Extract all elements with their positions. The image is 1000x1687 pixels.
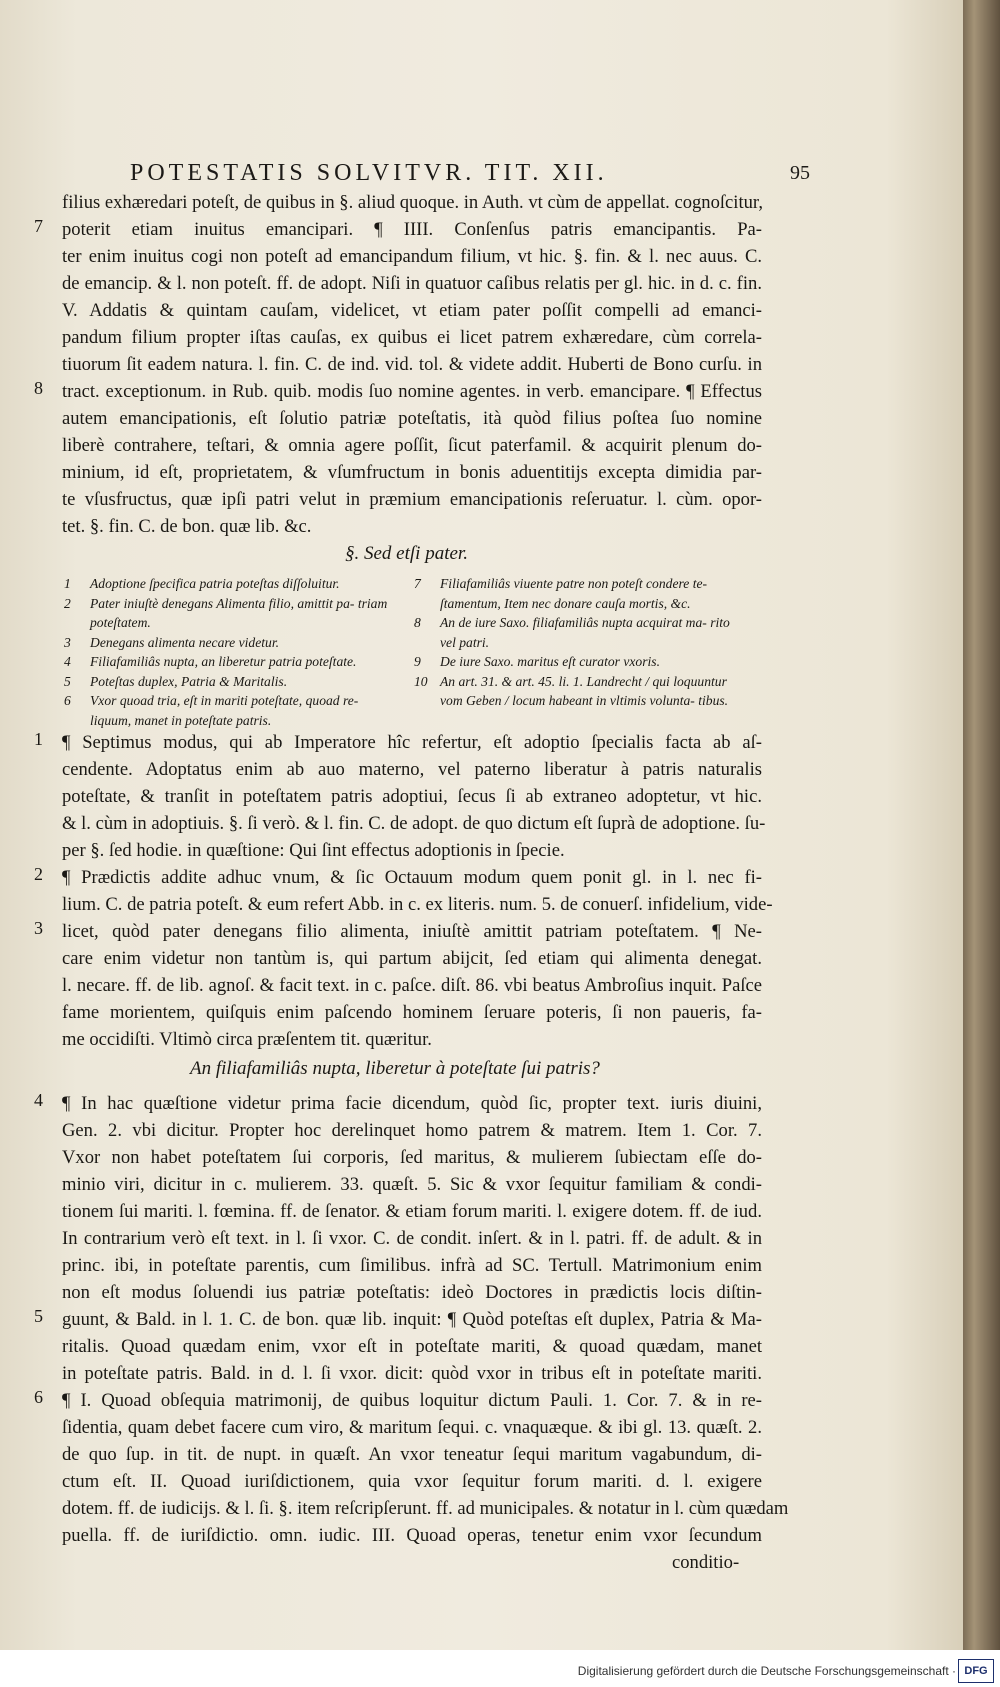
margin-number: 3 (34, 918, 43, 938)
text-line: me occidiſti. Vltimò circa præſentem tit. quæritur. (62, 1029, 432, 1050)
text-line: tet. §. fin. C. de bon. quæ lib. &c. (62, 516, 312, 537)
dfg-logo: DFG (958, 1659, 994, 1683)
margin-number: 1 (34, 729, 43, 749)
text-line: puella. ff. de iuriſdictio. omn. iudic. III. Quoad operas, tenetur enim vxor ſecundum (62, 1525, 762, 1546)
text-line: liberè contrahere, teſtari, & omnia agere poſſit, ſicut paterfamil. & acquirit plenum do- (62, 435, 762, 456)
text-line: care enim videtur non tantùm is, qui partum abijcit, ſed etiam qui alimenta denegat. (62, 948, 762, 969)
text-line: per §. ſed hodie. in quæſtione: Qui ſint effectus adoptionis in ſpecie. (62, 840, 565, 861)
summary-item: 5 Poteſtas duplex, Patria & Maritalis. (64, 673, 288, 689)
summary-right (412, 574, 742, 711)
text-line: ¶ In hac quæſtione videtur prima facie dicendum, quòd ſic, propter text. iuris diuini, (62, 1093, 762, 1114)
text-line: ctum eſt. II. Quoad iuriſdictionem, quia vxor ſequitur forum mariti. d. l. exigere (62, 1471, 762, 1492)
margin-number: 7 (34, 216, 43, 236)
text-line: tiuorum ſit eadem natura. l. fin. C. de ind. vid. tol. & videte addit. Huberti de Bono curſu. in (62, 354, 762, 375)
summary-item: 2 Pater iniuſtè denegans Alimenta filio, amittit pa- triam poteſtatem. (64, 595, 388, 630)
text-line: cendente. Adoptatus enim ab auo materno, vel paterno liberatur à patris naturalis (62, 759, 762, 780)
text-line: non eſt modus ſoluendi ius patriæ poteſtatis: ideò Doctores in prædictis locis diſtin- (62, 1282, 762, 1303)
question-heading: An filiafamiliâs nupta, liberetur à poteſtate ſui patris? (190, 1058, 600, 1079)
text-line: guunt, & Bald. in l. 1. C. de bon. quæ lib. inquit: ¶ Quòd poteſtas eſt duplex, Patria & Ma- (62, 1309, 762, 1330)
text-line: ritalis. Quoad quædam enim, vxor eſt in poteſtate mariti, & quoad quædam, manet (62, 1336, 762, 1357)
text-line: ter enim inuitus cogi non poteſt ad emancipandum filium, vt hic. §. fin. & l. nec auus. C. (62, 246, 762, 267)
catchword: conditio- (672, 1552, 740, 1573)
footer-credit: Digitalisierung gefördert durch die Deutsche Forschungsgemeinschaft · (577, 1664, 956, 1678)
text-line: ¶ I. Quoad obſequia matrimonij, de quibus loquitur dictum Pauli. 1. Cor. 7. & in re- (62, 1390, 762, 1411)
text-line: fame morientem, quiſquis enim paſcendo hominem ſeruare poteris, ſi non paueris, fa- (62, 1002, 762, 1023)
text-line: princ. ibi, in poteſtate parentis, cum ſimilibus. infrà ad SC. Tertull. Matrimonium enim (62, 1255, 762, 1276)
margin-number: 8 (34, 378, 43, 398)
text-line: ¶ Septimus modus, qui ab Imperatore hîc refertur, eſt adoptio ſpecialis facta ab aſ- (62, 732, 762, 753)
footer-bar (0, 1650, 1000, 1687)
summary-item: 1 Adoptione ſpecifica patria poteſtas diſſoluitur. (64, 576, 340, 591)
running-title: POTESTATIS SOLVITVR. TIT. XII. (130, 160, 608, 186)
text-line: V. Addatis & quintam cauſam, videlicet, vt etiam pater poſſit compelli ad emanci- (62, 300, 762, 321)
summary-item: 4 Filiafamiliâs nupta, an liberetur patria poteſtate. (64, 654, 357, 669)
text-line: ſidentia, quam debet facere cum viro, & maritum ſequi. c. vnaquæque. & ibi gl. 13. quæſt. 2. (62, 1417, 762, 1438)
text-line: poteſtate, & tranſit in poteſtatem patris adoptiui, ſecus ſi ab extraneo adoptetur, vt hic. (62, 786, 762, 807)
text-line: de emancip. & l. non poteſt. ff. de adopt. Niſi in quatuor caſibus relatis per gl. hic. in d. c. fin. (62, 273, 762, 294)
text-line: tract. exceptionum. in Rub. quib. modis ſuo nomine agentes. in verb. emancipare. ¶ Effectus (62, 381, 762, 402)
text-line: minio viri, dicitur in c. mulierem. 33. quæſt. 5. Sic & vxor ſequitur familiam & condi- (62, 1174, 762, 1195)
margin-number: 4 (34, 1090, 43, 1110)
summary-item: 10 An art. 31. & art. 45. li. 1. Landrecht / qui loquuntur vom Geben / locum habeant in vltimis volunta- tibus. (414, 673, 729, 708)
summary-item: 8 An de iure Saxo. filiafamiliâs nupta acquirat ma- rito vel patri. (414, 615, 730, 650)
text-line: autem emancipationis, eſt ſolutio patriæ poteſtatis, ità quòd filius poſtea ſuo nomine (62, 408, 762, 429)
text-line: In contrarium verò eſt text. in l. ſi vxor. C. de condit. inſert. & in l. patri. ff. de adult. & in (62, 1228, 762, 1249)
section-title: §. Sed etſi pater. (345, 543, 468, 564)
text-line: poterit etiam inuitus emancipari. ¶ IIII. Conſenſus patris emancipantis. Pa- (62, 219, 762, 240)
margin-number: 5 (34, 1306, 43, 1326)
text-line: de quo ſup. in tit. de nupt. in quæſt. An vxor teneatur ſequi maritum vagabundum, di- (62, 1444, 762, 1465)
text-line: Gen. 2. vbi dicitur. Propter hoc derelinquet homo patrem & matrem. Item 1. Cor. 7. (62, 1120, 762, 1141)
summary-item: 7 Filiafamiliâs viuente patre non poteſt condere te- ſtamentum, Item nec donare cauſa mortis, &c. (414, 576, 708, 611)
text-line: licet, quòd pater denegans filio alimenta, iniuſtè amittit patriam poteſtatem. ¶ Ne- (62, 921, 762, 942)
book-edge (963, 0, 1000, 1650)
margin-number: 6 (34, 1387, 43, 1407)
text-line: l. necare. ff. de lib. agnoſ. & facit text. in c. paſce. diſt. 86. vbi beatus Ambroſius inquit. Paſce (62, 975, 762, 996)
text-line: pandum filium propter iſtas cauſas, ex quibus ei licet patrem exhæredare, cùm correla- (62, 327, 762, 348)
summary-left (62, 574, 392, 730)
text-line: ¶ Prædictis addite adhuc vnum, & ſic Octauum modum quem ponit gl. in l. nec fi- (62, 867, 762, 888)
text-line: Vxor non habet poteſtatem ſui corporis, ſed maritus, & mulierem ſubiectam eſſe do- (62, 1147, 762, 1168)
text-line: minium, id eſt, proprietatem, & vſumfructum in bonis aduentitijs excepta dimidia par- (62, 462, 762, 483)
text-line: in poteſtate patris. Bald. in d. l. ſi vxor. dicit: quòd vxor in tribus eſt in poteſtate mariti. (62, 1363, 762, 1384)
text-line: & l. cùm in adoptiuis. §. ſi verò. & l. fin. C. de adopt. de quo dictum eſt ſuprà de adoptione. ſu- (62, 813, 766, 834)
text-line: filius exhæredari poteſt, de quibus in §. aliud quoque. in Auth. vt cùm de appellat. cognoſcitur, (62, 192, 764, 213)
text-line: te vſusfructus, quæ ipſi patri velut in præmium emancipationis reſeruatur. l. cùm. opor- (62, 489, 762, 510)
text-line: tionem ſui mariti. l. fœmina. ff. de ſenator. & etiam forum mariti. l. exigere dotem. ff. de iud. (62, 1201, 762, 1222)
text-line: lium. C. de patria poteſt. & eum refert Abb. in c. ex literis. num. 5. de conuerſ. infidelium, vide- (62, 894, 773, 915)
folio-number: 95 (790, 162, 810, 184)
text-line: dotem. ff. de iudicijs. & l. ſi. §. item reſcripſerunt. ff. ad municipales. & notatur in l. cùm quædam (62, 1498, 789, 1519)
summary-item: 6 Vxor quoad tria, eſt in mariti poteſtate, quoad re- liquum, manet in poteſtate patris. (64, 693, 359, 728)
margin-number: 2 (34, 864, 43, 884)
summary-item: 3 Denegans alimenta necare videtur. (64, 634, 280, 650)
summary-item: 9 De iure Saxo. maritus eſt curator vxoris. (414, 654, 660, 669)
